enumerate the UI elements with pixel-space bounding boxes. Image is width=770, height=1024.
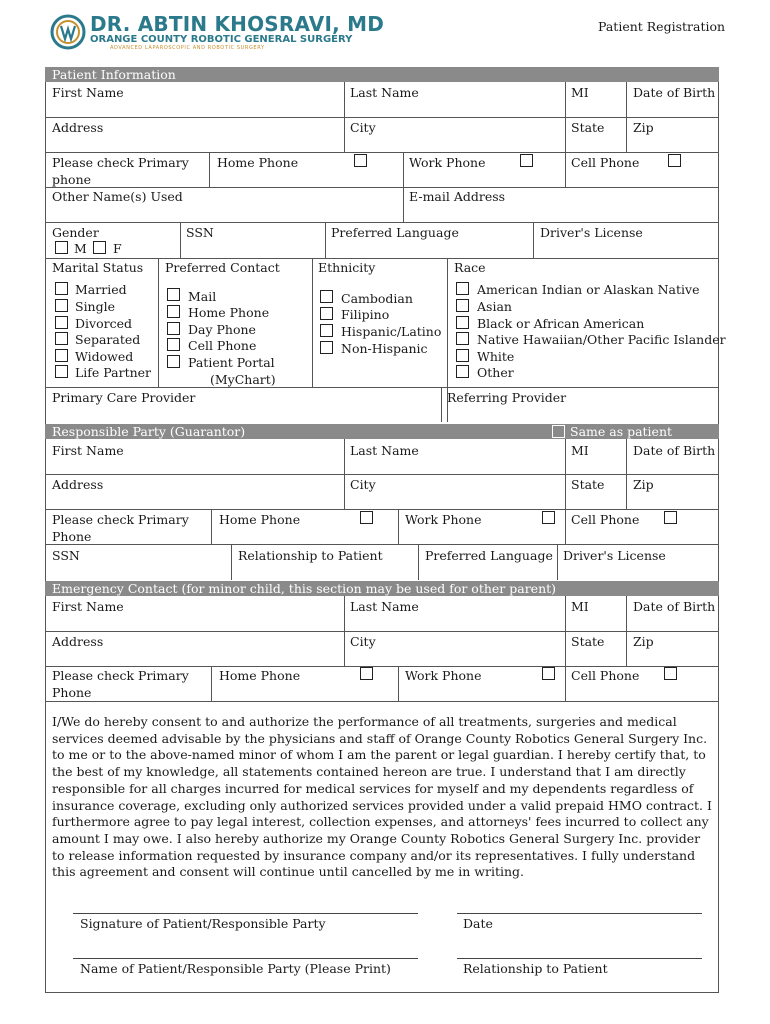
emergency-home-phone-field[interactable]: Home Phone: [219, 668, 301, 683]
race-asian-checkbox[interactable]: [456, 299, 469, 312]
gender-f-checkbox[interactable]: [93, 241, 106, 254]
divider: [45, 222, 719, 223]
emergency-first-name-field[interactable]: First Name: [52, 599, 124, 614]
guarantor-mi-field[interactable]: MI: [571, 443, 589, 458]
divider: [231, 544, 232, 580]
patient-other-names-field[interactable]: Other Name(s) Used: [52, 189, 183, 204]
emergency-zip-field[interactable]: Zip: [633, 634, 654, 649]
divider: [45, 474, 719, 475]
patient-gender-label: Gender: [52, 225, 99, 240]
divider: [209, 152, 210, 187]
race-option-label: Asian: [477, 299, 512, 314]
patient-state-field[interactable]: State: [571, 120, 605, 135]
form-title: Patient Registration: [598, 19, 726, 34]
logo-name: DR. ABTIN KHOSRAVI, MD: [90, 12, 384, 36]
contact-option-label: Patient Portal: [188, 355, 275, 370]
marital-widowed-checkbox[interactable]: [55, 349, 68, 362]
patient-cell-phone-field[interactable]: Cell Phone: [571, 155, 640, 170]
signature-label: Signature of Patient/Responsible Party: [80, 916, 326, 931]
guarantor-home-phone-checkbox[interactable]: [360, 511, 373, 524]
divider: [441, 387, 442, 422]
divider: [312, 258, 313, 387]
patient-language-field[interactable]: Preferred Language: [331, 225, 459, 240]
contact-home-phone-checkbox[interactable]: [167, 305, 180, 318]
marital-option-label: Married: [75, 282, 127, 297]
patient-city-field[interactable]: City: [350, 120, 376, 135]
divider: [158, 258, 159, 387]
logo-subtitle: ORANGE COUNTY ROBOTIC GENERAL SURGERY: [90, 34, 353, 45]
race-option-label: Native Hawaiian/Other Pacific Islander: [477, 332, 726, 347]
race-option-label: American Indian or Alaskan Native: [477, 282, 700, 297]
patient-zip-field[interactable]: Zip: [633, 120, 654, 135]
divider: [45, 152, 719, 153]
guarantor-work-phone-checkbox[interactable]: [542, 511, 555, 524]
marital-option-label: Single: [75, 299, 116, 314]
divider: [45, 701, 719, 702]
same-as-patient-checkbox[interactable]: [552, 425, 565, 438]
contact-day-phone-checkbox[interactable]: [167, 322, 180, 335]
marital-option-label: Life Partner: [75, 365, 152, 380]
marital-divorced-checkbox[interactable]: [55, 316, 68, 329]
marital-separated-checkbox[interactable]: [55, 332, 68, 345]
patient-primary-phone-prompt: Please check Primary phone: [52, 155, 189, 187]
patient-address-field[interactable]: Address: [52, 120, 104, 135]
guarantor-city-field[interactable]: City: [350, 477, 376, 492]
gender-f-label: F: [113, 241, 122, 256]
preferred-contact-label: Preferred Contact: [165, 260, 280, 275]
race-option-label: Black or African American: [477, 316, 645, 331]
emergency-address-field[interactable]: Address: [52, 634, 104, 649]
patient-last-name-field[interactable]: Last Name: [350, 85, 419, 100]
emergency-state-field[interactable]: State: [571, 634, 605, 649]
patient-home-phone-field[interactable]: Home Phone: [217, 155, 299, 170]
guarantor-license-field[interactable]: Driver's License: [563, 548, 666, 563]
patient-home-phone-checkbox[interactable]: [354, 154, 367, 167]
divider: [565, 152, 566, 187]
divider: [557, 544, 558, 580]
emergency-home-phone-checkbox[interactable]: [360, 667, 373, 680]
divider: [325, 222, 326, 258]
divider: [344, 117, 345, 152]
patient-cell-phone-checkbox[interactable]: [668, 154, 681, 167]
divider: [565, 509, 566, 544]
contact-portal-checkbox[interactable]: [167, 355, 180, 368]
patient-mi-field[interactable]: MI: [571, 85, 589, 100]
patient-work-phone-checkbox[interactable]: [520, 154, 533, 167]
marital-option-label: Divorced: [75, 316, 132, 331]
divider: [533, 222, 534, 258]
guarantor-zip-field[interactable]: Zip: [633, 477, 654, 492]
patient-license-field[interactable]: Driver's License: [540, 225, 643, 240]
ethnicity-filipino-checkbox[interactable]: [320, 307, 333, 320]
section-title: Emergency Contact (for minor child, this section may be used for other parent): [52, 581, 557, 596]
divider: [418, 544, 419, 580]
gender-m-label: M: [74, 241, 87, 256]
divider: [398, 666, 399, 701]
divider: [180, 222, 181, 258]
referring-provider-field[interactable]: Referring Provider: [447, 390, 567, 405]
emergency-primary-phone-prompt: Please check Primary Phone: [52, 668, 189, 700]
guarantor-relationship-field[interactable]: Relationship to Patient: [238, 548, 383, 563]
signature-line[interactable]: [73, 913, 418, 914]
divider: [398, 509, 399, 544]
divider: [45, 631, 719, 632]
race-option-label: Other: [477, 365, 514, 380]
divider: [565, 666, 566, 701]
ethnicity-cambodian-checkbox[interactable]: [320, 290, 333, 303]
patient-email-field[interactable]: E-mail Address: [409, 189, 506, 204]
ethnicity-hispanic-checkbox[interactable]: [320, 324, 333, 337]
contact-mail-checkbox[interactable]: [167, 288, 180, 301]
guarantor-first-name-field[interactable]: First Name: [52, 443, 124, 458]
logo-emblem-icon: [50, 14, 86, 50]
guarantor-language-field[interactable]: Preferred Language: [425, 548, 553, 563]
primary-care-field[interactable]: Primary Care Provider: [52, 390, 196, 405]
emergency-cell-phone-field[interactable]: Cell Phone: [571, 668, 640, 683]
contact-option-label: Mail: [188, 289, 217, 304]
print-name-line[interactable]: [73, 958, 418, 959]
divider: [45, 387, 719, 388]
divider: [45, 117, 719, 118]
emergency-work-phone-field[interactable]: Work Phone: [405, 668, 482, 683]
contact-option-label: Home Phone: [188, 305, 270, 320]
divider: [45, 544, 719, 545]
section-header-guarantor: [45, 424, 719, 439]
patient-work-phone-field[interactable]: Work Phone: [409, 155, 486, 170]
divider: [45, 509, 719, 510]
print-name-label: Name of Patient/Responsible Party (Please Print): [80, 961, 391, 976]
race-hawaiian-checkbox[interactable]: [456, 332, 469, 345]
guarantor-dob-field[interactable]: Date of Birth: [633, 443, 716, 458]
section-header-patient: [45, 67, 719, 82]
guarantor-cell-phone-checkbox[interactable]: [664, 511, 677, 524]
divider: [344, 82, 345, 117]
ethnicity-option-label: Filipino: [341, 307, 390, 322]
emergency-last-name-field[interactable]: Last Name: [350, 599, 419, 614]
gender-m-checkbox[interactable]: [55, 241, 68, 254]
ethnicity-option-label: Cambodian: [341, 291, 413, 306]
patient-first-name-field[interactable]: First Name: [52, 85, 124, 100]
ethnicity-option-label: Non-Hispanic: [341, 341, 428, 356]
emergency-work-phone-checkbox[interactable]: [542, 667, 555, 680]
emergency-mi-field[interactable]: MI: [571, 599, 589, 614]
race-american-indian-checkbox[interactable]: [456, 282, 469, 295]
guarantor-address-field[interactable]: Address: [52, 477, 104, 492]
race-option-label: White: [477, 349, 515, 364]
marital-life-partner-checkbox[interactable]: [55, 365, 68, 378]
divider: [211, 666, 212, 701]
relationship-line[interactable]: [457, 958, 702, 959]
guarantor-cell-phone-field[interactable]: Cell Phone: [571, 512, 640, 527]
contact-portal-note: (MyChart): [210, 372, 276, 387]
ethnicity-non-hispanic-checkbox[interactable]: [320, 341, 333, 354]
marital-option-label: Widowed: [75, 349, 134, 364]
divider: [45, 258, 719, 259]
race-other-checkbox[interactable]: [456, 365, 469, 378]
guarantor-state-field[interactable]: State: [571, 477, 605, 492]
relationship-label: Relationship to Patient: [463, 961, 608, 976]
contact-option-label: Cell Phone: [188, 338, 257, 353]
ethnicity-label: Ethnicity: [318, 260, 376, 275]
patient-dob-field[interactable]: Date of Birth: [633, 85, 716, 100]
section-title: Responsible Party (Guarantor): [52, 424, 246, 439]
marital-status-label: Marital Status: [52, 260, 144, 275]
guarantor-primary-phone-prompt: Please check Primary Phone: [52, 512, 189, 544]
emergency-city-field[interactable]: City: [350, 634, 376, 649]
emergency-cell-phone-checkbox[interactable]: [664, 667, 677, 680]
race-label: Race: [454, 260, 486, 275]
patient-ssn-field[interactable]: SSN: [186, 225, 214, 240]
guarantor-last-name-field[interactable]: Last Name: [350, 443, 419, 458]
race-white-checkbox[interactable]: [456, 349, 469, 362]
ethnicity-option-label: Hispanic/Latino: [341, 324, 442, 339]
marital-single-checkbox[interactable]: [55, 299, 68, 312]
marital-married-checkbox[interactable]: [55, 282, 68, 295]
section-title: Patient Information: [52, 67, 176, 82]
race-black-checkbox[interactable]: [456, 316, 469, 329]
guarantor-home-phone-field[interactable]: Home Phone: [219, 512, 301, 527]
guarantor-ssn-field[interactable]: SSN: [52, 548, 80, 563]
marital-option-label: Separated: [75, 332, 141, 347]
section-header-emergency: [45, 581, 719, 596]
date-line[interactable]: [457, 913, 702, 914]
consent-paragraph: I/We do hereby consent to and authorize the performance of all treatments, surgeries and medical services deemed advisable by the physicians and staff of Orange County Robotics General Surgery Inc. to me or to the above-named minor of whom I am the parent or legal guardian. I hereby certify that, to the best of my knowledge, all statements contained hereon are true. I understand that I am directly responsible for all charges incurred for medical services for myself and my dependents regardless of insurance coverage, excluding only authorized services provided under a valid prepaid HMO contract. I furthermore agree to pay legal interest, collection expenses, and attorneys' fees incurred to collect any amount I may owe. I also hereby authorize my Orange County Robotics General Surgery Inc. provider to release information requested by insurance company and/or its representatives. I fully understand this agreement and consent will continue until cancelled by me in writing.: [52, 714, 712, 880]
guarantor-work-phone-field[interactable]: Work Phone: [405, 512, 482, 527]
contact-option-label: Day Phone: [188, 322, 256, 337]
date-label: Date: [463, 916, 493, 931]
divider: [211, 509, 212, 544]
emergency-dob-field[interactable]: Date of Birth: [633, 599, 716, 614]
contact-cell-phone-checkbox[interactable]: [167, 338, 180, 351]
logo-tagline: ADVANCED LAPAROSCOPIC AND ROBOTIC SURGERY: [110, 45, 265, 51]
same-as-patient-label: Same as patient: [570, 424, 673, 439]
